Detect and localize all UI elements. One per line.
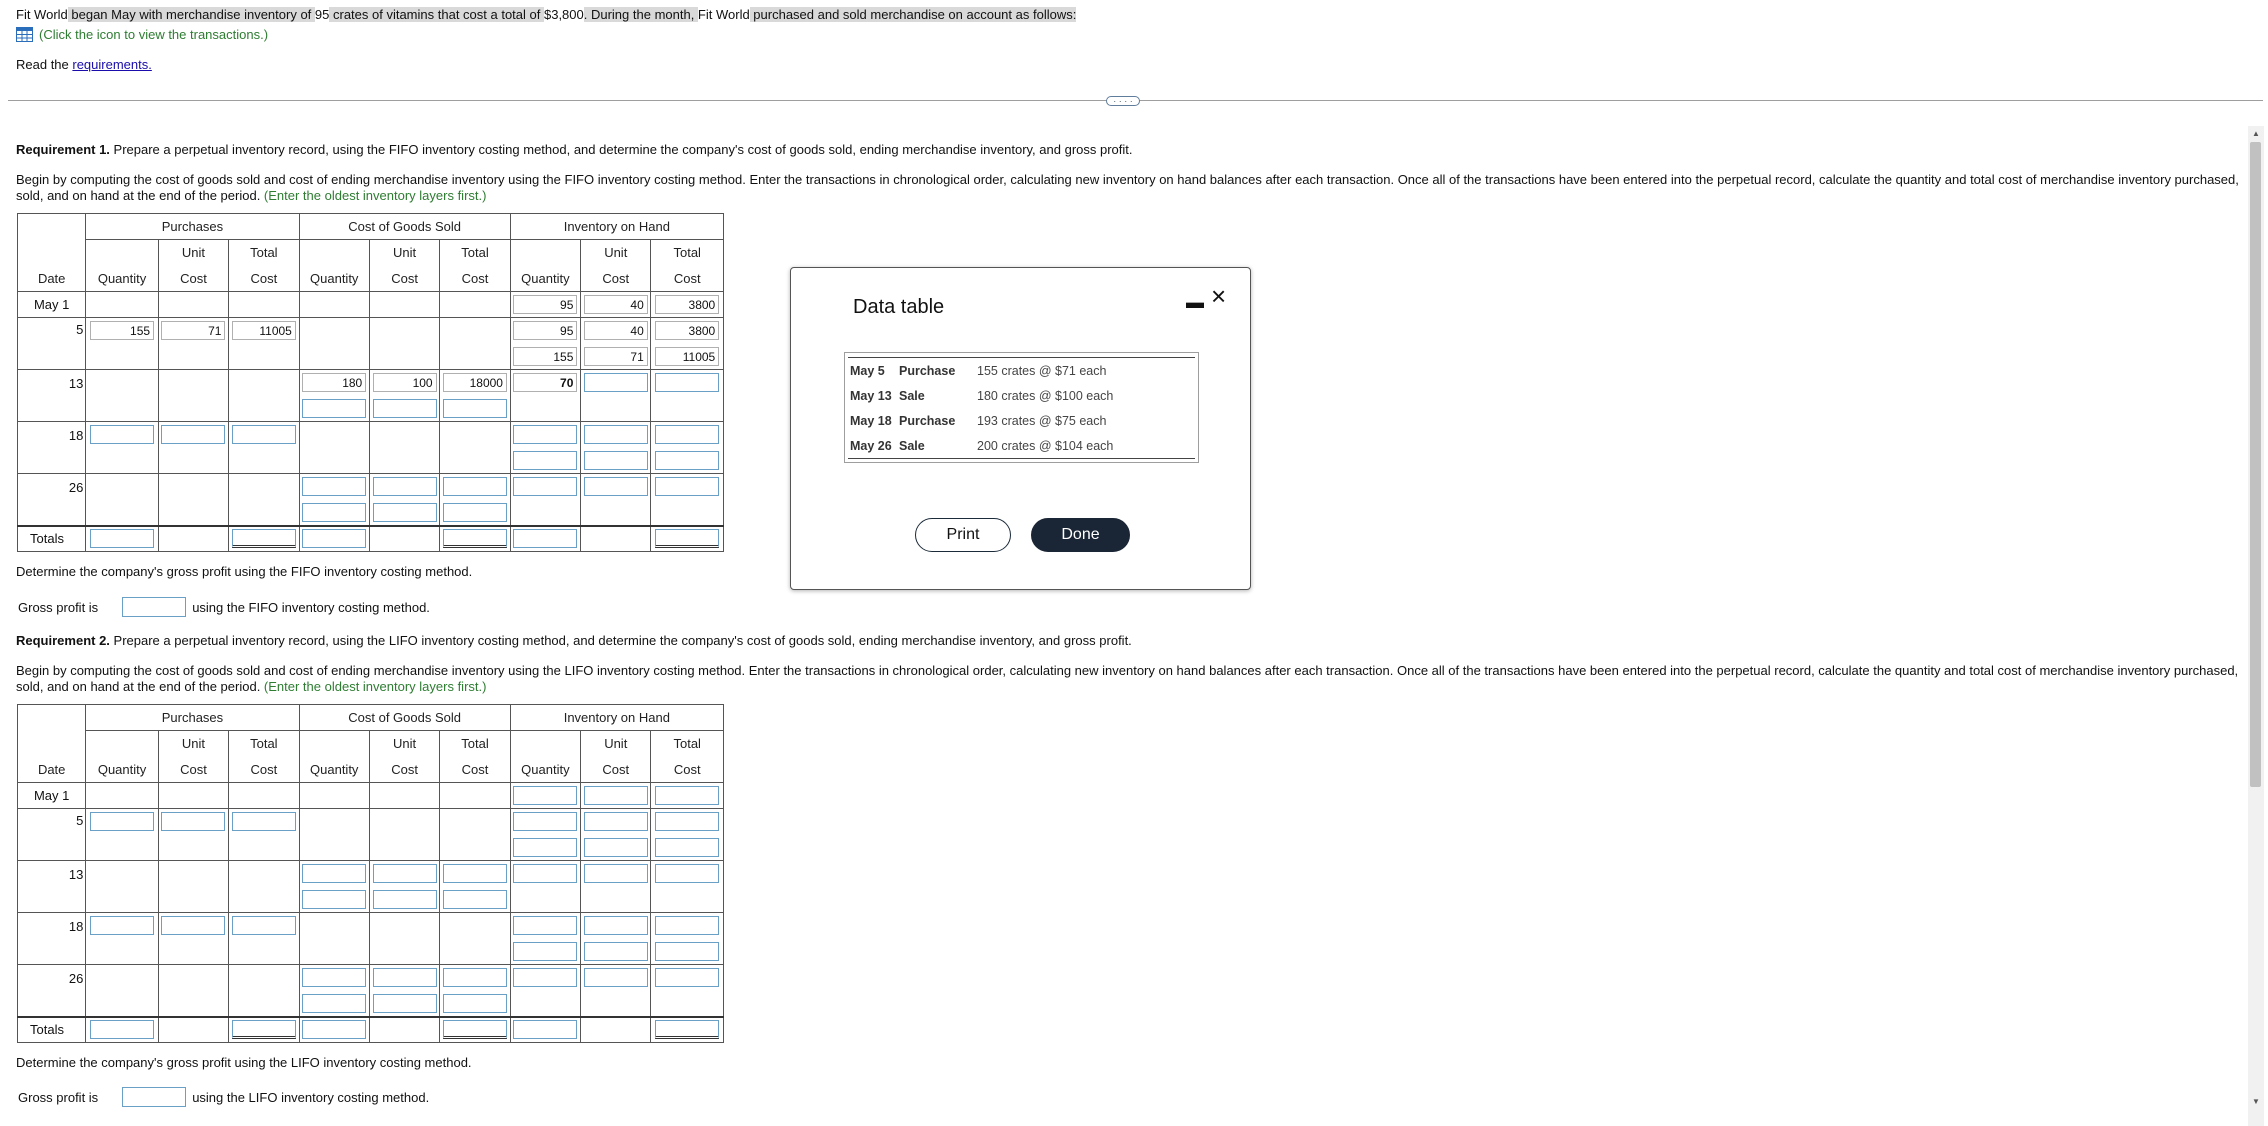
table-row bbox=[18, 913, 724, 939]
intro-text bbox=[16, 7, 1076, 22]
cogs-unit-input[interactable] bbox=[373, 503, 437, 522]
purchase-qty-input[interactable]: 155 bbox=[90, 321, 154, 340]
transactions-list bbox=[848, 357, 1195, 459]
cogs-total-input[interactable] bbox=[443, 503, 507, 522]
gross-suffix: using the FIFO inventory costing method. bbox=[192, 599, 430, 615]
header-total: Total bbox=[440, 731, 510, 757]
onhand-qty-input[interactable]: 95 bbox=[513, 321, 577, 340]
onhand-qty-input[interactable] bbox=[513, 864, 577, 883]
purchase-total-input[interactable] bbox=[232, 425, 296, 444]
onhand-total-input[interactable]: 3800 bbox=[655, 295, 719, 314]
list-item bbox=[848, 408, 1195, 433]
header-blank bbox=[510, 240, 580, 266]
close-icon[interactable]: × bbox=[1211, 281, 1227, 311]
company-name: Fit World bbox=[697, 7, 750, 22]
header-unit: Unit bbox=[158, 240, 228, 266]
transaction-date: May 26 bbox=[850, 438, 892, 453]
data-table-dialog bbox=[790, 267, 1251, 590]
purchase-unit-input[interactable] bbox=[161, 425, 225, 444]
intro-segment: crates of vitamins that cost a total of bbox=[329, 7, 544, 22]
header-cost: Cost bbox=[440, 757, 510, 783]
fifo-gross-profit-line bbox=[18, 597, 430, 617]
transaction-date: May 18 bbox=[850, 413, 892, 428]
click-icon-hint: (Click the icon to view the transactions.) bbox=[39, 27, 269, 42]
totals-cogs-qty-input[interactable] bbox=[302, 529, 366, 548]
header-purchases: Purchases bbox=[86, 214, 299, 240]
totals-row bbox=[18, 1017, 724, 1043]
req1-label: Requirement 1. bbox=[16, 142, 110, 157]
scroll-up-arrow-icon[interactable]: ▲ bbox=[2252, 128, 2260, 138]
header-total: Total bbox=[229, 240, 299, 266]
onhand-total-input[interactable] bbox=[655, 477, 719, 496]
cogs-total-input[interactable] bbox=[443, 399, 507, 418]
requirements-link[interactable]: requirements. bbox=[72, 57, 152, 72]
onhand-qty-input[interactable] bbox=[513, 477, 577, 496]
header-quantity: Quantity bbox=[86, 266, 158, 292]
cogs-total-input[interactable] bbox=[443, 968, 507, 987]
totals-onhand-qty-input[interactable] bbox=[513, 529, 577, 548]
table-row bbox=[18, 318, 724, 344]
header-total: Total bbox=[651, 731, 724, 757]
header-blank bbox=[18, 240, 86, 266]
totals-row bbox=[18, 526, 724, 552]
table-row bbox=[18, 370, 724, 396]
intro-quantity: 95 bbox=[314, 7, 330, 22]
header-unit: Unit bbox=[369, 240, 439, 266]
transaction-date: May 5 bbox=[850, 363, 885, 378]
cogs-qty-input[interactable] bbox=[302, 503, 366, 522]
header-cost: Cost bbox=[369, 757, 439, 783]
onhand-total-input[interactable] bbox=[655, 942, 719, 961]
table-row bbox=[18, 474, 724, 500]
purchase-total-input[interactable] bbox=[232, 812, 296, 831]
row-date: May 1 bbox=[18, 783, 86, 809]
req1-text: Prepare a perpetual inventory record, using the FIFO inventory costing method, and determine the company's cost of goods sold, ending merchandise inventory, and gross profit. bbox=[109, 142, 1133, 157]
header-cost: Cost bbox=[651, 266, 724, 292]
click-icon-line[interactable] bbox=[16, 27, 268, 42]
req2-hint: (Enter the oldest inventory layers first.) bbox=[263, 679, 487, 694]
req2-begin: Begin by computing the cost of goods sold and cost of ending merchandise inventory using the LIFO inventory costing method. Enter the transactions in chronological order, calculating new inventory on hand balances after each transaction. Once all of the transactions have been entered into the perpetual record, calculate the quantity and total cost of merchandise inventory purchased, sold, and on hand at the end of the period. bbox=[16, 663, 2239, 694]
onhand-unit-input[interactable] bbox=[584, 942, 648, 961]
row-date: 13 bbox=[18, 861, 86, 913]
onhand-qty-input[interactable] bbox=[513, 968, 577, 987]
header-onhand: Inventory on Hand bbox=[510, 214, 723, 240]
transaction-date: May 13 bbox=[850, 388, 892, 403]
table-grid-icon[interactable] bbox=[16, 27, 33, 42]
header-unit: Unit bbox=[581, 731, 651, 757]
header-date: Date bbox=[18, 266, 86, 292]
lifo-gross-profit-line bbox=[18, 1087, 429, 1107]
totals-onhand-total-input[interactable] bbox=[655, 529, 719, 548]
done-button[interactable]: Done bbox=[1031, 518, 1130, 552]
cogs-qty-input[interactable] bbox=[302, 399, 366, 418]
header-blank bbox=[299, 240, 369, 266]
header-unit: Unit bbox=[158, 731, 228, 757]
req2-determine: Determine the company's gross profit using the LIFO inventory costing method. bbox=[16, 1055, 472, 1070]
table-row bbox=[18, 422, 724, 448]
cogs-total-input[interactable] bbox=[443, 477, 507, 496]
purchase-total-input[interactable]: 11005 bbox=[232, 321, 296, 340]
totals-onhand-total-input[interactable] bbox=[655, 1020, 719, 1039]
scrollbar-thumb[interactable] bbox=[2250, 142, 2261, 787]
req1-instructions bbox=[16, 172, 2246, 204]
header-total: Total bbox=[229, 731, 299, 757]
transaction-type: Sale bbox=[899, 438, 925, 453]
header-quantity: Quantity bbox=[510, 757, 580, 783]
header-cost: Cost bbox=[440, 266, 510, 292]
header-blank bbox=[86, 240, 158, 266]
req1-hint: (Enter the oldest inventory layers first.) bbox=[263, 188, 487, 203]
table-row bbox=[18, 783, 724, 809]
purchase-unit-input[interactable] bbox=[161, 812, 225, 831]
transaction-detail: 180 crates @ $100 each bbox=[977, 388, 1114, 403]
header-unit: Unit bbox=[581, 240, 651, 266]
header-onhand: Inventory on Hand bbox=[510, 705, 723, 731]
onhand-unit-input[interactable]: 40 bbox=[584, 295, 648, 314]
onhand-total-input[interactable] bbox=[655, 451, 719, 470]
header-cost: Cost bbox=[229, 266, 299, 292]
table-row bbox=[18, 809, 724, 835]
purchase-unit-input[interactable]: 71 bbox=[161, 321, 225, 340]
header-cost: Cost bbox=[581, 757, 651, 783]
req2-text: Prepare a perpetual inventory record, using the LIFO inventory costing method, and determine the company's cost of goods sold, ending merchandise inventory, and gross profit. bbox=[109, 633, 1132, 648]
cogs-unit-input[interactable]: 100 bbox=[373, 373, 437, 392]
table-row bbox=[18, 292, 724, 318]
header-blank bbox=[18, 731, 86, 757]
intro-segment: began May bbox=[67, 7, 140, 22]
purchase-total-input[interactable] bbox=[232, 916, 296, 935]
purchase-qty-input[interactable] bbox=[90, 916, 154, 935]
onhand-unit-input[interactable] bbox=[584, 968, 648, 987]
header-date: Date bbox=[18, 757, 86, 783]
header-cost: Cost bbox=[229, 757, 299, 783]
totals-cogs-total-input[interactable] bbox=[443, 529, 507, 548]
header-quantity: Quantity bbox=[299, 757, 369, 783]
header-blank bbox=[86, 731, 158, 757]
header-cogs: Cost of Goods Sold bbox=[299, 705, 510, 731]
onhand-total-input[interactable] bbox=[655, 373, 719, 392]
transaction-type: Purchase bbox=[899, 413, 956, 428]
transaction-detail: 200 crates @ $104 each bbox=[977, 438, 1114, 453]
onhand-unit-input[interactable] bbox=[584, 864, 648, 883]
lifo-inventory-table bbox=[17, 704, 724, 1043]
onhand-unit-input[interactable] bbox=[584, 373, 648, 392]
onhand-total-input[interactable] bbox=[655, 916, 719, 935]
cogs-unit-input[interactable] bbox=[373, 864, 437, 883]
cogs-qty-input[interactable] bbox=[302, 477, 366, 496]
purchase-qty-input[interactable] bbox=[90, 812, 154, 831]
onhand-qty-input[interactable] bbox=[513, 916, 577, 935]
row-date: 18 bbox=[18, 422, 86, 474]
expand-handle[interactable]: · · · · bbox=[1106, 96, 1140, 106]
purchase-unit-input[interactable] bbox=[161, 916, 225, 935]
purchase-qty-input[interactable] bbox=[90, 425, 154, 444]
row-date: 18 bbox=[18, 913, 86, 965]
onhand-unit-input[interactable] bbox=[584, 812, 648, 831]
onhand-qty-input[interactable] bbox=[513, 942, 577, 961]
onhand-total-input[interactable] bbox=[655, 812, 719, 831]
header-unit: Unit bbox=[369, 731, 439, 757]
onhand-total-input[interactable]: 3800 bbox=[655, 321, 719, 340]
cogs-total-input[interactable]: 18000 bbox=[443, 373, 507, 392]
cogs-total-input[interactable] bbox=[443, 864, 507, 883]
totals-cogs-total-input[interactable] bbox=[443, 1020, 507, 1039]
totals-purchase-total-input[interactable] bbox=[232, 1020, 296, 1039]
header-blank bbox=[510, 731, 580, 757]
header-cost: Cost bbox=[651, 757, 724, 783]
gross-suffix: using the LIFO inventory costing method. bbox=[192, 1089, 430, 1105]
table-row bbox=[18, 965, 724, 991]
header-total: Total bbox=[651, 240, 724, 266]
read-requirements-line bbox=[16, 57, 152, 72]
req2-heading bbox=[16, 633, 2246, 649]
onhand-unit-input[interactable]: 71 bbox=[584, 347, 648, 366]
cogs-qty-input[interactable] bbox=[302, 890, 366, 909]
totals-onhand-qty-input[interactable] bbox=[513, 1020, 577, 1039]
transaction-type: Sale bbox=[899, 388, 925, 403]
cogs-unit-input[interactable] bbox=[373, 968, 437, 987]
totals-label: Totals bbox=[18, 1017, 86, 1043]
row-date: 5 bbox=[18, 809, 86, 861]
onhand-qty-input[interactable] bbox=[513, 838, 577, 857]
req2-label: Requirement 2. bbox=[16, 633, 110, 648]
print-button[interactable]: Print bbox=[915, 518, 1011, 552]
row-date: 26 bbox=[18, 474, 86, 526]
onhand-total-input[interactable] bbox=[655, 968, 719, 987]
header-quantity: Quantity bbox=[86, 757, 158, 783]
dialog-title: Data table bbox=[853, 296, 945, 318]
header-purchases: Purchases bbox=[86, 705, 299, 731]
onhand-unit-input[interactable] bbox=[584, 916, 648, 935]
req1-determine: Determine the company's gross profit using the FIFO inventory costing method. bbox=[16, 564, 473, 579]
header-cost: Cost bbox=[369, 266, 439, 292]
onhand-qty-input[interactable]: 95 bbox=[513, 295, 577, 314]
onhand-unit-input[interactable]: 40 bbox=[584, 321, 648, 340]
onhand-qty-input[interactable] bbox=[513, 451, 577, 470]
totals-purchase-qty-input[interactable] bbox=[90, 1020, 154, 1039]
totals-purchase-qty-input[interactable] bbox=[90, 529, 154, 548]
cogs-unit-input[interactable] bbox=[373, 477, 437, 496]
onhand-qty-input[interactable]: 70 bbox=[513, 373, 577, 392]
header-blank bbox=[299, 731, 369, 757]
cogs-qty-input[interactable]: 180 bbox=[302, 373, 366, 392]
header-cost: Cost bbox=[158, 757, 228, 783]
totals-label: Totals bbox=[18, 526, 86, 552]
list-item bbox=[848, 433, 1195, 458]
onhand-qty-input[interactable] bbox=[513, 786, 577, 805]
cogs-total-input[interactable] bbox=[443, 890, 507, 909]
onhand-qty-input[interactable]: 155 bbox=[513, 347, 577, 366]
intro-segment: purchased and sold merchandise on account as follows: bbox=[749, 7, 1077, 22]
totals-purchase-total-input[interactable] bbox=[232, 529, 296, 548]
scroll-down-arrow-icon[interactable]: ▼ bbox=[2252, 1096, 2260, 1106]
transaction-type: Purchase bbox=[899, 363, 956, 378]
onhand-unit-input[interactable] bbox=[584, 451, 648, 470]
cogs-unit-input[interactable] bbox=[373, 890, 437, 909]
cogs-qty-input[interactable] bbox=[302, 968, 366, 987]
intro-segment: . During the month, bbox=[583, 7, 698, 22]
onhand-total-input[interactable] bbox=[655, 786, 719, 805]
row-date: 26 bbox=[18, 965, 86, 1017]
req2-instructions bbox=[16, 663, 2246, 695]
lifo-gross-profit-input[interactable] bbox=[122, 1087, 186, 1107]
onhand-unit-input[interactable] bbox=[584, 425, 648, 444]
read-prefix: Read the bbox=[16, 57, 73, 72]
intro-segment: with merchandise inventory of bbox=[139, 7, 315, 22]
company-name: Fit World bbox=[16, 7, 68, 22]
header-quantity: Quantity bbox=[510, 266, 580, 292]
totals-cogs-qty-input[interactable] bbox=[302, 1020, 366, 1039]
header-cost: Cost bbox=[158, 266, 228, 292]
transaction-detail: 193 crates @ $75 each bbox=[977, 413, 1107, 428]
header-quantity: Quantity bbox=[299, 266, 369, 292]
onhand-total-input[interactable]: 11005 bbox=[655, 347, 719, 366]
header-cogs: Cost of Goods Sold bbox=[299, 214, 510, 240]
minimize-icon[interactable]: ▬ bbox=[1186, 292, 1204, 312]
req1-heading bbox=[16, 142, 2246, 158]
onhand-unit-input[interactable] bbox=[584, 838, 648, 857]
cogs-total-input[interactable] bbox=[443, 994, 507, 1013]
row-date: 5 bbox=[18, 318, 86, 370]
onhand-unit-input[interactable] bbox=[584, 477, 648, 496]
onhand-qty-input[interactable] bbox=[513, 812, 577, 831]
cogs-unit-input[interactable] bbox=[373, 399, 437, 418]
onhand-qty-input[interactable] bbox=[513, 425, 577, 444]
transactions-table bbox=[844, 352, 1199, 463]
table-row bbox=[18, 861, 724, 887]
fifo-gross-profit-input[interactable] bbox=[122, 597, 186, 617]
cogs-qty-input[interactable] bbox=[302, 864, 366, 883]
cogs-qty-input[interactable] bbox=[302, 994, 366, 1013]
onhand-total-input[interactable] bbox=[655, 838, 719, 857]
list-item bbox=[848, 358, 1195, 383]
header-blank bbox=[18, 214, 86, 240]
onhand-total-input[interactable] bbox=[655, 864, 719, 883]
gross-prefix: Gross profit is bbox=[18, 599, 99, 615]
list-item bbox=[848, 383, 1195, 408]
header-blank bbox=[18, 705, 86, 731]
header-total: Total bbox=[440, 240, 510, 266]
intro-cost: $3,800 bbox=[543, 7, 584, 22]
header-cost: Cost bbox=[581, 266, 651, 292]
gross-prefix: Gross profit is bbox=[18, 1089, 99, 1105]
onhand-unit-input[interactable] bbox=[584, 786, 648, 805]
req1-begin: Begin by computing the cost of goods sold and cost of ending merchandise inventory using the FIFO inventory costing method. Enter the transactions in chronological order, calculating new inventory on hand balances after each transaction. Once all of the transactions have been entered into the perpetual record, calculate the quantity and total cost of merchandise inventory purchased, sold, and on hand at the end of the period. bbox=[16, 172, 2239, 203]
cogs-unit-input[interactable] bbox=[373, 994, 437, 1013]
row-date: May 1 bbox=[18, 292, 86, 318]
row-date: 13 bbox=[18, 370, 86, 422]
onhand-total-input[interactable] bbox=[655, 425, 719, 444]
transaction-detail: 155 crates @ $71 each bbox=[977, 363, 1107, 378]
fifo-inventory-table bbox=[17, 213, 724, 552]
